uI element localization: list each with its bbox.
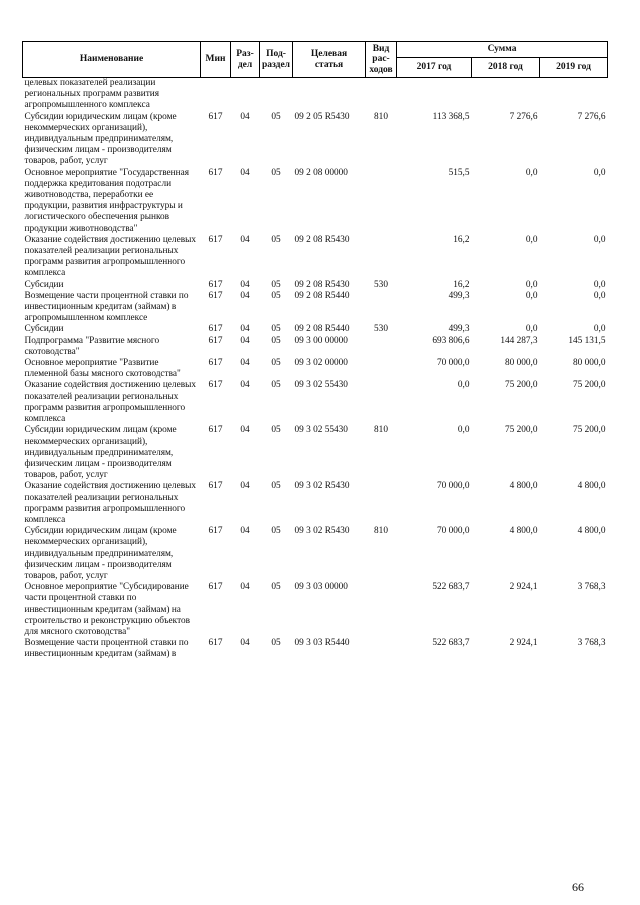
row-podrazdel: 05: [271, 290, 281, 301]
row-celevaya-statya: 09 3 02 R5430: [294, 526, 350, 537]
row-podrazdel: 05: [271, 324, 281, 335]
row-sum-2019: 80 000,0: [572, 358, 606, 369]
row-celevaya-statya: 09 2 08 00000: [294, 167, 348, 178]
row-name: Субсидии: [24, 324, 64, 335]
table-row: [23, 526, 608, 582]
row-podrazdel: 05: [271, 167, 281, 178]
row-name: Оказание содействия достижению целевых показателей реализации региональных программ развития агропромышленного комплекса: [24, 481, 196, 525]
table-row: [23, 112, 608, 168]
row-razdel: 04: [240, 481, 250, 492]
row-min: 617: [208, 167, 223, 178]
row-sum-2018: 0,0: [525, 324, 538, 335]
row-vid-rashodov: 810: [374, 526, 388, 537]
row-name: Возмещение части процентной ставки по инвестиционным кредитам (займам) в агропромышленном комплексе: [24, 290, 189, 324]
row-celevaya-statya: 09 3 02 55430: [294, 380, 348, 391]
row-sum-2018: 7 276,6: [509, 111, 538, 122]
row-sum-2018: [472, 78, 540, 112]
row-celevaya-statya: 09 3 03 R5440: [294, 638, 350, 649]
row-podrazdel: 05: [271, 335, 281, 346]
table-row: [23, 638, 608, 660]
row-razdel: 04: [240, 324, 250, 335]
table-row: [23, 291, 608, 325]
header-celevaya-statya: Целевая статья: [293, 42, 366, 78]
row-vid-rashodov: [366, 481, 397, 526]
row-min: 617: [208, 335, 223, 346]
header-year-2017: 2017 год: [397, 58, 472, 78]
row-razdel: 04: [240, 111, 250, 122]
row-celevaya-statya: 09 3 00 00000: [294, 335, 348, 346]
table-row: [23, 380, 608, 425]
row-podrazdel: 05: [271, 279, 281, 290]
row-sum-2019: 0,0: [593, 279, 606, 290]
row-name: Субсидии юридическим лицам (кроме некоммерческих организаций), индивидуальным предпринимателям, физическим лицам - производителям товаров, работ, услуг: [24, 526, 177, 581]
table-row: [23, 425, 608, 481]
budget-table: [22, 41, 608, 661]
row-celevaya-statya: [293, 78, 366, 112]
row-sum-2019: 75 200,0: [572, 425, 606, 436]
row-min: 617: [208, 582, 223, 593]
row-min: 617: [208, 358, 223, 369]
row-sum-2017: 522 683,7: [432, 582, 470, 593]
row-sum-2018: 2 924,1: [509, 638, 538, 649]
row-vid-rashodov: 810: [374, 425, 388, 436]
row-sum-2017: 70 000,0: [436, 358, 470, 369]
row-sum-2018: 2 924,1: [509, 582, 538, 593]
table-row: [23, 481, 608, 526]
row-sum-2018: 75 200,0: [504, 380, 538, 391]
row-sum-2019: [540, 78, 608, 112]
row-vid-rashodov: [366, 358, 397, 380]
header-vid-rashodov: Вид рас- ходов: [366, 42, 397, 78]
row-min: 617: [208, 526, 223, 537]
row-name: Субсидии юридическим лицам (кроме некоммерческих организаций), индивидуальным предпринимателям, физическим лицам - производителям товаров, работ, услуг: [24, 111, 177, 167]
row-razdel: 04: [240, 290, 250, 301]
row-vid-rashodov: [366, 78, 397, 112]
row-vid-rashodov: [366, 582, 397, 638]
row-sum-2017: 16,2: [453, 279, 470, 290]
row-podrazdel: 05: [271, 425, 281, 436]
row-razdel: 04: [240, 167, 250, 178]
row-razdel: 04: [240, 526, 250, 537]
row-razdel: 04: [240, 638, 250, 649]
row-sum-2017: 693 806,6: [432, 335, 470, 346]
row-sum-2018: 0,0: [525, 234, 538, 245]
row-sum-2017: 499,3: [448, 324, 470, 335]
row-razdel: 04: [240, 582, 250, 593]
row-sum-2017: 0,0: [457, 425, 470, 436]
row-sum-2019: 7 276,6: [577, 111, 606, 122]
row-vid-rashodov: [366, 638, 397, 660]
row-razdel: 04: [240, 279, 250, 290]
row-min: 617: [208, 111, 223, 122]
row-podrazdel: [260, 78, 293, 112]
row-name: Оказание содействия достижению целевых показателей реализации региональных программ развития агропромышленного комплекса: [24, 380, 196, 425]
row-sum-2019: 145 131,5: [568, 335, 606, 346]
row-sum-2017: 70 000,0: [436, 481, 470, 492]
row-celevaya-statya: 09 3 02 00000: [294, 358, 348, 369]
row-podrazdel: 05: [271, 481, 281, 492]
row-min: 617: [208, 380, 223, 391]
row-razdel: 04: [240, 335, 250, 346]
row-name: Основное мероприятие "Государственная поддержка кредитования подотрасли животноводства, переработки ее продукции, развития инфраструктуры и логистического обеспечения рынков продукции животноводства": [24, 167, 190, 234]
row-sum-2019: 3 768,3: [577, 638, 606, 649]
row-podrazdel: 05: [271, 234, 281, 245]
row-celevaya-statya: 09 2 08 R5430: [294, 234, 350, 245]
row-celevaya-statya: 09 3 02 55430: [294, 425, 348, 436]
table-row: [23, 358, 608, 380]
row-sum-2017: 113 368,5: [432, 111, 470, 122]
row-sum-2019: 4 800,0: [577, 481, 606, 492]
row-sum-2019: 0,0: [593, 290, 606, 301]
header-name: Наименование: [23, 42, 201, 78]
row-podrazdel: 05: [271, 526, 281, 537]
row-sum-2019: 0,0: [593, 234, 606, 245]
row-razdel: 04: [240, 380, 250, 391]
row-sum-2019: 0,0: [593, 167, 606, 178]
row-sum-2018: 0,0: [525, 279, 538, 290]
table-row: [23, 78, 608, 112]
row-vid-rashodov: [366, 336, 397, 358]
row-sum-2018: 75 200,0: [504, 425, 538, 436]
row-name: Оказание содействия достижению целевых показателей реализации региональных программ развития агропромышленного комплекса: [24, 234, 196, 279]
table-body: [23, 78, 608, 661]
row-sum-2018: 4 800,0: [509, 481, 538, 492]
header-razdel: Раз- дел: [231, 42, 260, 78]
row-min: 617: [208, 290, 223, 301]
header-summa: Сумма: [397, 42, 608, 58]
row-vid-rashodov: [366, 235, 397, 280]
row-celevaya-statya: 09 2 08 R5430: [294, 279, 350, 290]
row-name: Возмещение части процентной ставки по инвестиционным кредитам (займам) в: [24, 638, 189, 660]
row-sum-2019: 3 768,3: [577, 582, 606, 593]
row-sum-2017: 70 000,0: [436, 526, 470, 537]
header-min: Мин: [201, 42, 231, 78]
row-min: 617: [208, 481, 223, 492]
row-sum-2018: 80 000,0: [504, 358, 538, 369]
table-row: [23, 235, 608, 280]
row-sum-2019: 0,0: [593, 324, 606, 335]
table-row: [23, 336, 608, 358]
header-podrazdel: Под- раздел: [260, 42, 293, 78]
row-name: Основное мероприятие "Субсидирование части процентной ставки по инвестиционным кредитам (займам) на строительство и реконструкцию объектов для мясного скотоводства": [24, 582, 191, 637]
row-celevaya-statya: 09 2 08 R5440: [294, 324, 350, 335]
row-sum-2017: 522 683,7: [432, 638, 470, 649]
row-sum-2018: 4 800,0: [509, 526, 538, 537]
row-podrazdel: 05: [271, 638, 281, 649]
row-min: 617: [208, 324, 223, 335]
table-row: [23, 168, 608, 235]
row-celevaya-statya: 09 2 05 R5430: [294, 111, 350, 122]
header-year-2019: 2019 год: [540, 58, 608, 78]
row-name: Субсидии: [24, 279, 64, 290]
row-min: [201, 78, 231, 112]
row-min: 617: [208, 279, 223, 290]
row-vid-rashodov: [366, 291, 397, 325]
table-row: [23, 324, 608, 335]
row-vid-rashodov: [366, 380, 397, 425]
row-razdel: [231, 78, 260, 112]
page-number: 66: [572, 880, 584, 894]
row-podrazdel: 05: [271, 582, 281, 593]
row-min: 617: [208, 425, 223, 436]
row-podrazdel: 05: [271, 358, 281, 369]
row-sum-2018: 144 287,3: [500, 335, 538, 346]
row-celevaya-statya: 09 3 03 00000: [294, 582, 348, 593]
row-vid-rashodov: [366, 168, 397, 235]
row-podrazdel: 05: [271, 111, 281, 122]
row-sum-2019: 4 800,0: [577, 526, 606, 537]
row-razdel: 04: [240, 234, 250, 245]
row-sum-2019: 75 200,0: [572, 380, 606, 391]
row-celevaya-statya: 09 2 08 R5440: [294, 290, 350, 301]
row-sum-2017: 515,5: [448, 167, 470, 178]
row-razdel: 04: [240, 425, 250, 436]
row-sum-2018: 0,0: [525, 290, 538, 301]
row-podrazdel: 05: [271, 380, 281, 391]
row-name: целевых показателей реализации региональных программ развития агропромышленного комплекса: [24, 78, 160, 111]
row-vid-rashodov: 530: [374, 324, 388, 335]
row-vid-rashodov: 530: [374, 279, 388, 290]
row-sum-2018: 0,0: [525, 167, 538, 178]
table-row: [23, 582, 608, 638]
row-sum-2017: [397, 78, 472, 112]
row-sum-2017: 499,3: [448, 290, 470, 301]
row-name: Субсидии юридическим лицам (кроме некоммерческих организаций), индивидуальным предпринимателям, физическим лицам - производителям товаров, работ, услуг: [24, 425, 177, 481]
row-celevaya-statya: 09 3 02 R5430: [294, 481, 350, 492]
row-sum-2017: 16,2: [453, 234, 470, 245]
row-vid-rashodov: 810: [374, 111, 388, 122]
row-sum-2017: 0,0: [457, 380, 470, 391]
table-row: [23, 280, 608, 291]
row-name: Основное мероприятие "Развитие племенной базы мясного скотоводства": [24, 358, 181, 380]
row-name: Подпрограмма "Развитие мясного скотоводства": [24, 335, 160, 357]
row-min: 617: [208, 234, 223, 245]
row-razdel: 04: [240, 358, 250, 369]
header-year-2018: 2018 год: [472, 58, 540, 78]
row-min: 617: [208, 638, 223, 649]
